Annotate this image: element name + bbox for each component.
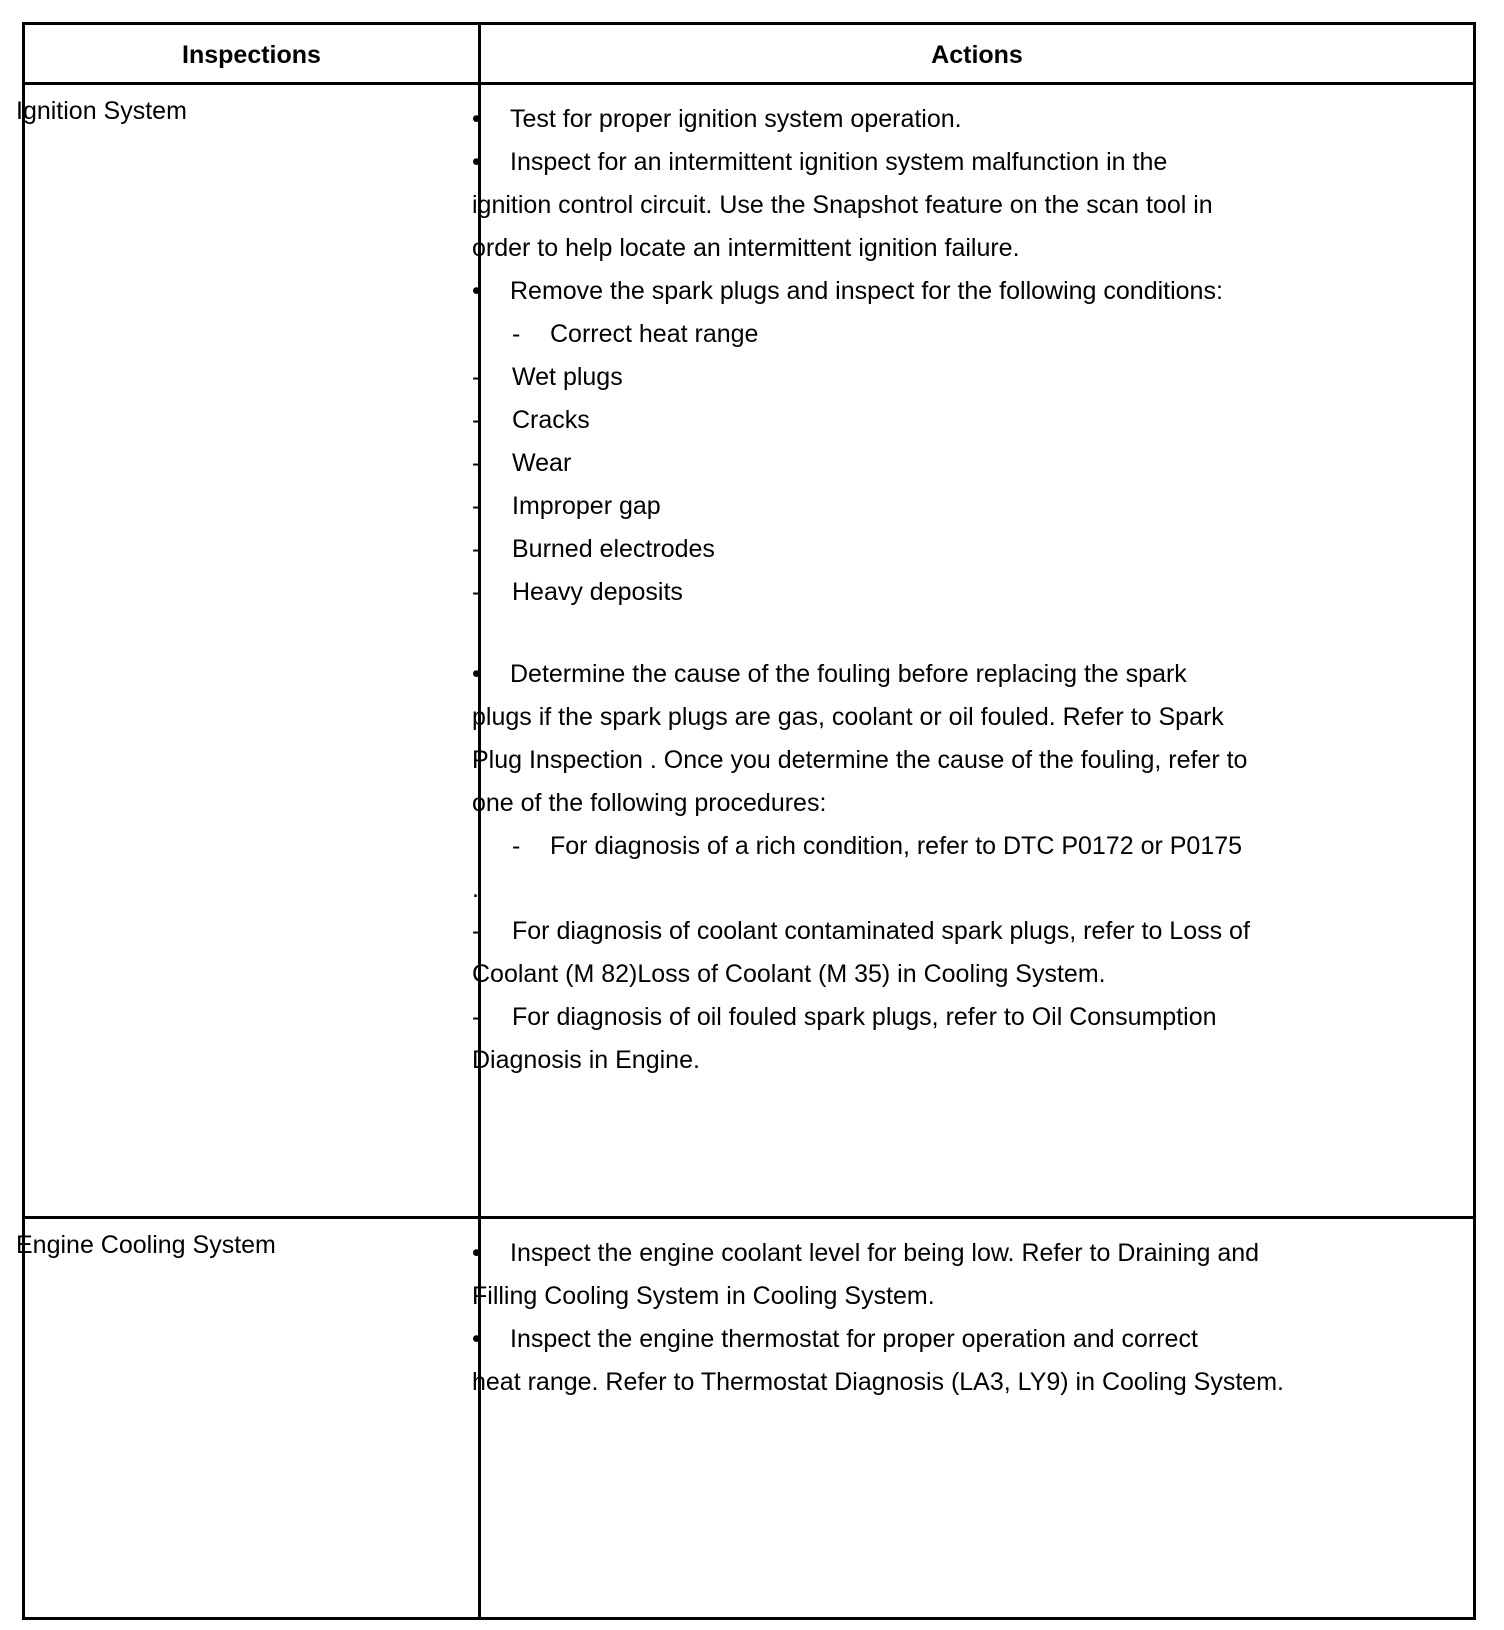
action-subitem: - Wear [472, 449, 572, 477]
action-line: • Determine the cause of the fouling before replacing the spark [472, 660, 1187, 688]
action-line: plugs if the spark plugs are gas, coolant or oil fouled. Refer to Spark [472, 703, 1224, 731]
action-line: Plug Inspection . Once you determine the cause of the fouling, refer to [472, 746, 1248, 774]
action-subitem: - For diagnosis of coolant contaminated spark plugs, refer to Loss of [472, 917, 1250, 945]
action-subitem: - For diagnosis of oil fouled spark plugs, refer to Oil Consumption [472, 1003, 1217, 1031]
action-line: order to help locate an intermittent ignition failure. [472, 234, 1020, 262]
action-line: • Inspect for an intermittent ignition system malfunction in the [472, 148, 1168, 176]
action-line: Diagnosis in Engine. [472, 1046, 700, 1074]
action-line: one of the following procedures: [472, 789, 827, 817]
action-line: . [472, 875, 479, 903]
action-subitem: - Burned electrodes [472, 535, 715, 563]
action-subitem: - Heavy deposits [472, 578, 683, 606]
action-line: Coolant (M 82)Loss of Coolant (M 35) in Cooling System. [472, 960, 1106, 988]
action-subitem: - Wet plugs [472, 363, 623, 391]
action-subitem: - For diagnosis of a rich condition, refer to DTC P0172 or P0175 [512, 832, 1243, 860]
action-line: • Inspect the engine thermostat for proper operation and correct [472, 1325, 1198, 1353]
inspection-engine-cooling-system: Engine Cooling System [16, 1231, 276, 1259]
action-line: • Remove the spark plugs and inspect for the following conditions: [472, 277, 1223, 305]
row-divider [25, 1216, 1473, 1219]
action-subitem: - Cracks [472, 406, 590, 434]
header-actions: Actions [931, 41, 1023, 69]
action-line: Filling Cooling System in Cooling System. [472, 1282, 935, 1310]
header-inspections: Inspections [182, 41, 321, 69]
inspection-ignition-system: Ignition System [16, 97, 187, 125]
action-subitem: - Improper gap [472, 492, 661, 520]
action-line: • Inspect the engine coolant level for being low. Refer to Draining and [472, 1239, 1260, 1267]
action-line: heat range. Refer to Thermostat Diagnosis (LA3, LY9) in Cooling System. [472, 1368, 1284, 1396]
action-line: • Test for proper ignition system operation. [472, 105, 962, 133]
action-subitem: - Correct heat range [512, 320, 759, 348]
action-line: ignition control circuit. Use the Snapshot feature on the scan tool in [472, 191, 1213, 219]
